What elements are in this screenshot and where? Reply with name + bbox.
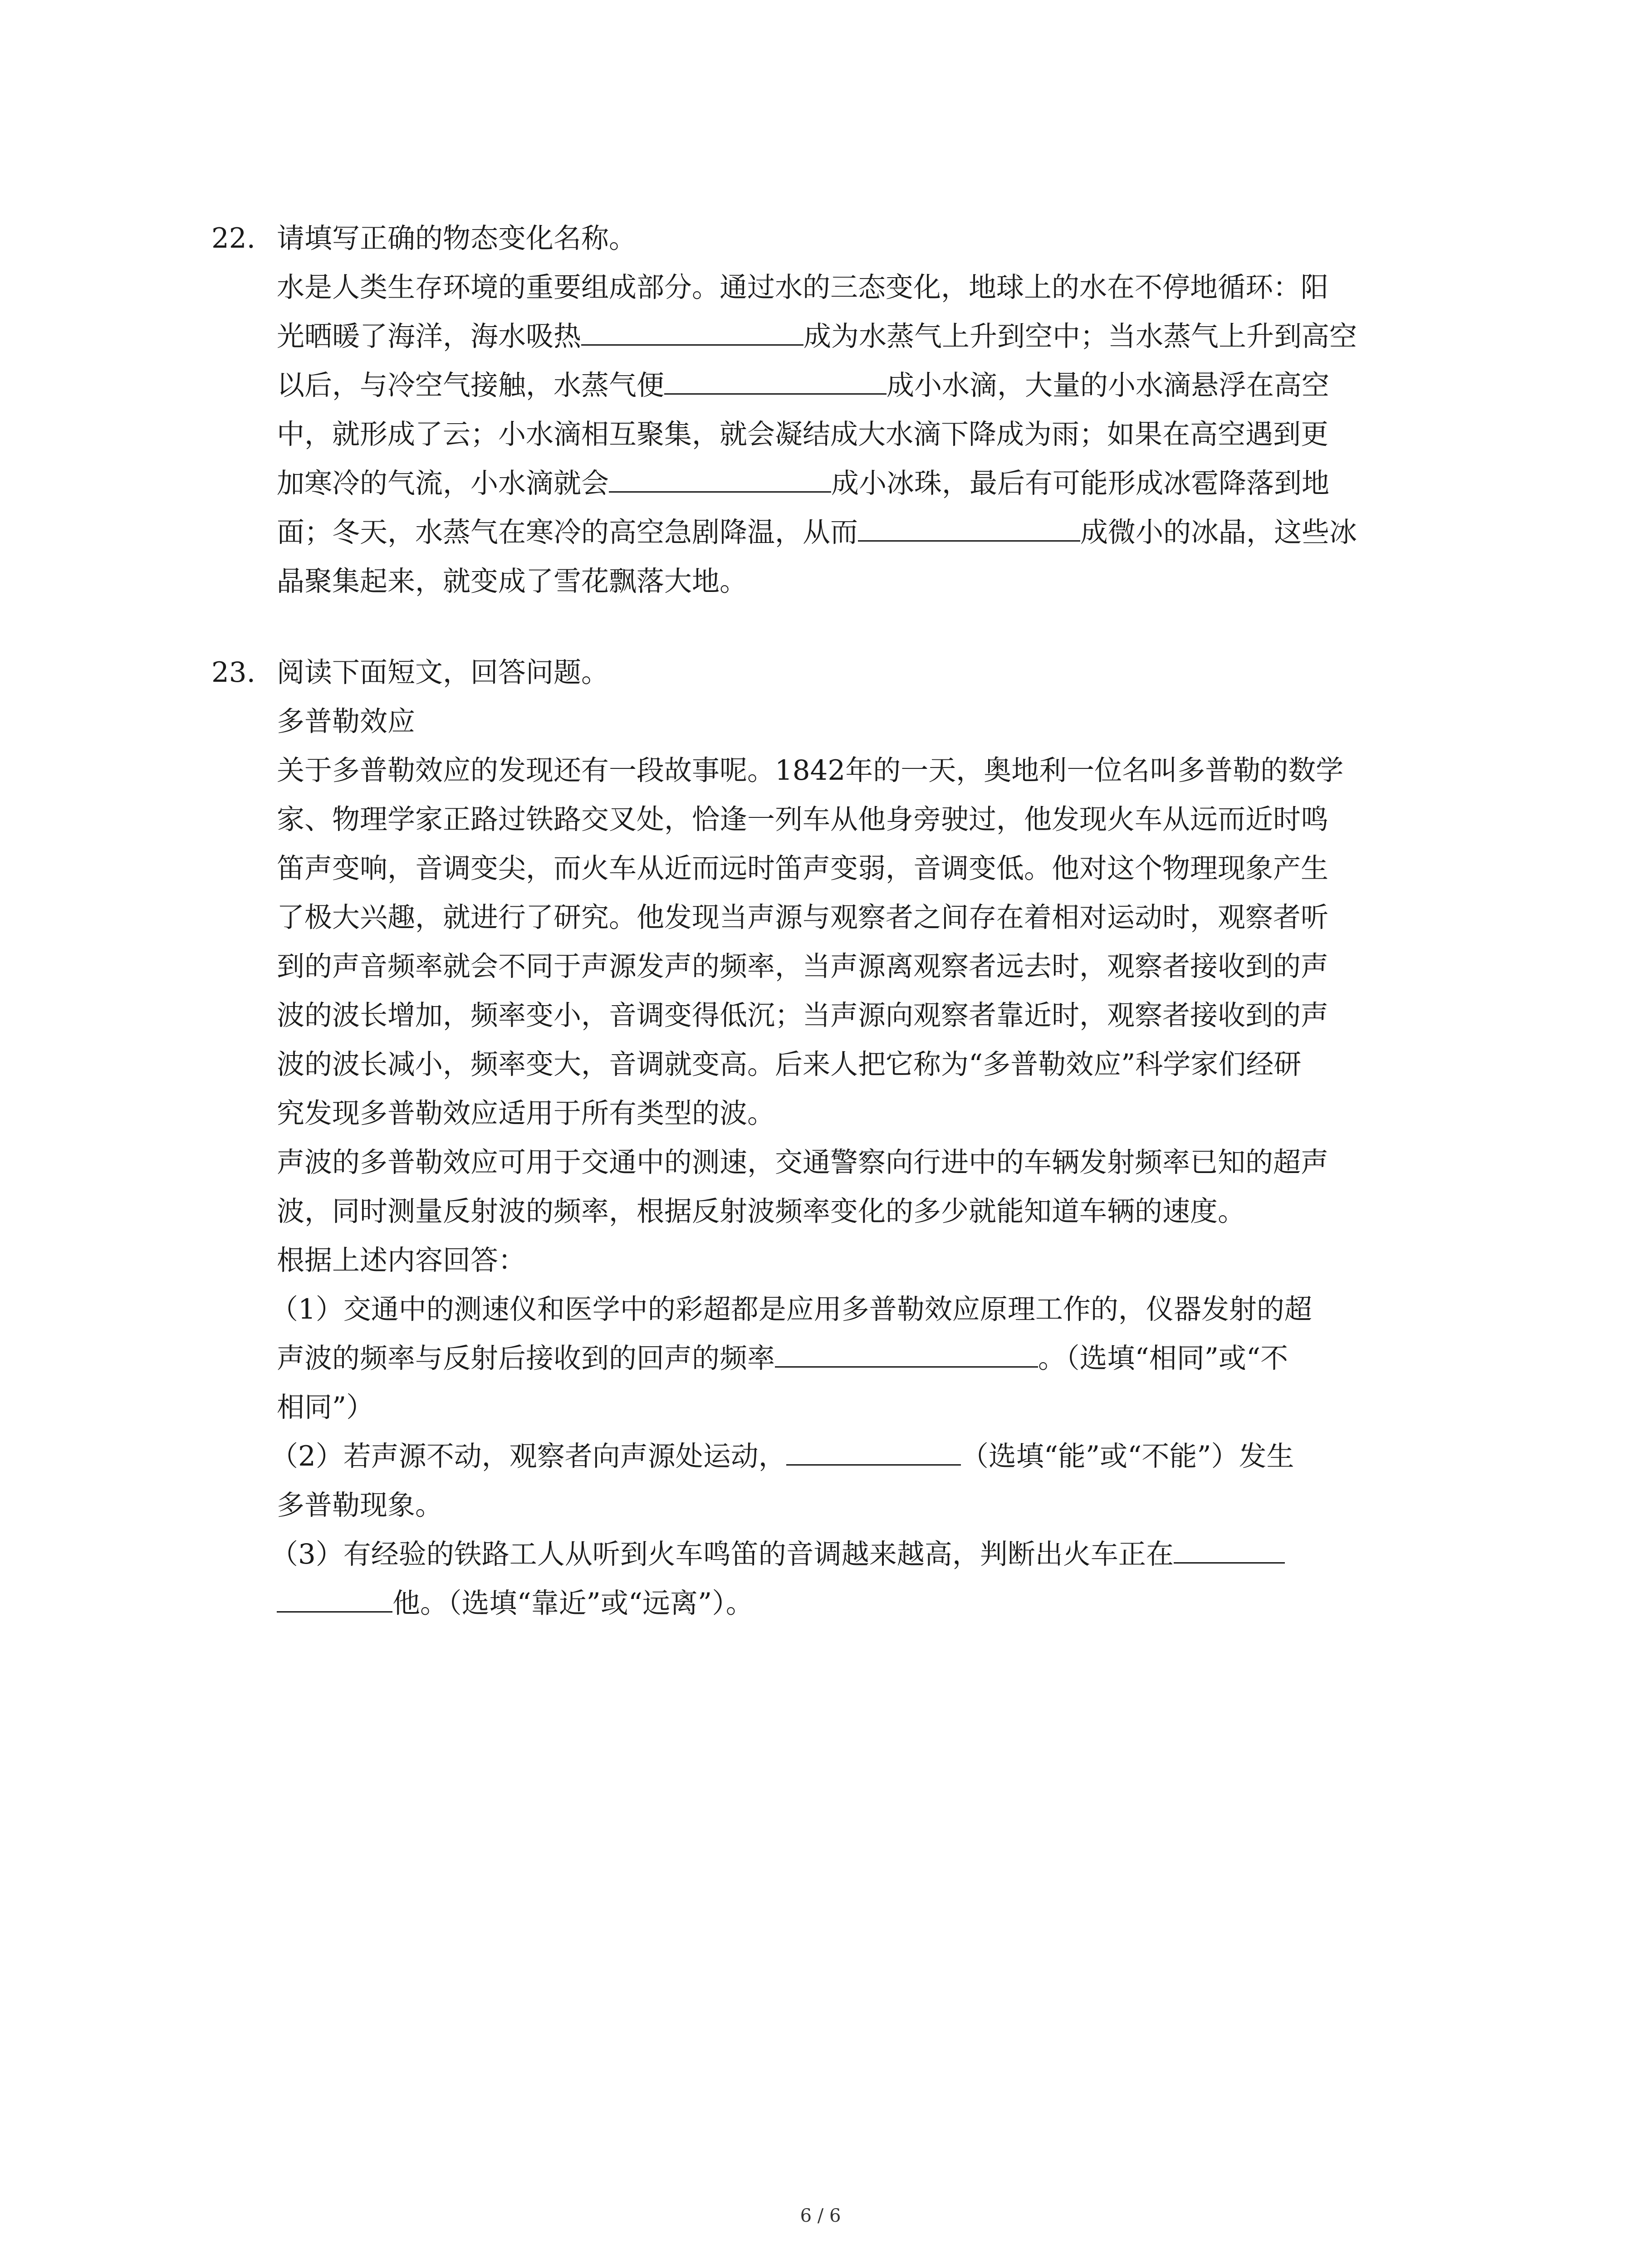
question-22-number: 22. xyxy=(211,222,256,254)
question-23-number: 23. xyxy=(211,656,256,689)
q22-line-7: 晶聚集起来，就变成了雪花飘落大地。 xyxy=(277,565,748,597)
passage-line-8: 究发现多普勒效应适用于所有类型的波。 xyxy=(277,1097,775,1129)
q22-blank-3[interactable] xyxy=(609,461,831,493)
subquestion-1-line-3: 相同”） xyxy=(277,1391,374,1423)
subquestion-1-text-b: 。（选填“相同”或“不 xyxy=(1038,1342,1288,1374)
page-number: 6 / 6 xyxy=(800,2205,841,2226)
passage-line-3: 笛声变响，音调变尖，而火车从近而远时笛声变弱，音调变低。他对这个物理现象产生 xyxy=(277,852,1329,885)
question-23-prompt: 阅读下面短文，回答问题。 xyxy=(277,656,609,689)
q22-line-3-text-a: 以后，与冷空气接触，水蒸气便 xyxy=(277,369,665,401)
q22-blank-1[interactable] xyxy=(581,314,803,346)
q22-line-2-text-a: 光晒暖了海洋，海水吸热 xyxy=(277,320,582,352)
passage-line-7: 波的波长减小，频率变大，音调就变高。后来人把它称为“多普勒效应”科学家们经研 xyxy=(277,1048,1302,1080)
subquestion-2-line-1 xyxy=(270,1432,1294,1481)
q22-line-6-text-b: 成微小的冰晶，这些冰 xyxy=(1080,516,1357,548)
q22-line-1: 水是人类生存环境的重要组成部分。通过水的三态变化，地球上的水在不停地循环：阳 xyxy=(277,271,1329,303)
passage-line-10: 波，同时测量反射波的频率，根据反射波频率变化的多少就能知道车辆的速度。 xyxy=(277,1195,1246,1227)
passage-line-2: 家、物理学家正路过铁路交叉处，恰逢一列车从他身旁驶过，他发现火车从远而近时鸣 xyxy=(277,803,1329,836)
passage-line-4: 了极大兴趣，就进行了研究。他发现当声源与观察者之间存在着相对运动时，观察者听 xyxy=(277,901,1329,934)
question-22-prompt: 请填写正确的物态变化名称。 xyxy=(277,222,637,254)
subquestion-2-line-2: 多普勒现象。 xyxy=(277,1489,443,1521)
passage-line-9: 声波的多普勒效应可用于交通中的测速，交通警察向行进中的车辆发射频率已知的超声 xyxy=(277,1146,1329,1178)
subquestion-2-blank[interactable] xyxy=(786,1434,961,1466)
subquestion-3-line-2 xyxy=(277,1579,754,1628)
q22-line-5-text-b: 成小冰珠，最后有可能形成冰雹降落到地 xyxy=(831,467,1330,499)
subquestion-3-blank-part-2[interactable] xyxy=(277,1581,392,1613)
passage-line-5: 到的声音频率就会不同于声源发声的频率，当声源离观察者远去时，观察者接收到的声 xyxy=(277,950,1329,982)
passage-title: 多普勒效应 xyxy=(277,705,416,738)
subquestion-3-text-b: 他。（选填“靠近”或“远离”）。 xyxy=(392,1587,754,1619)
subquestion-1-line-1: （1）交通中的测速仪和医学中的彩超都是应用多普勒效应原理工作的，仪器发射的超 xyxy=(270,1293,1312,1325)
passage-line-1: 关于多普勒效应的发现还有一段故事呢。1842年的一天，奥地利一位名叫多普勒的数学 xyxy=(277,754,1344,787)
subquestion-2-text-a: （2）若声源不动，观察者向声源处运动， xyxy=(270,1440,786,1472)
q22-line-5-text-a: 加寒冷的气流，小水滴就会 xyxy=(277,467,609,499)
subquestion-3-line-1 xyxy=(270,1530,1285,1579)
q22-line-3-text-b: 成小水滴，大量的小水滴悬浮在高空 xyxy=(887,369,1330,401)
subquestion-1-text-a: 声波的频率与反射后接收到的回声的频率 xyxy=(277,1342,775,1374)
q22-line-2-text-b: 成为水蒸气上升到空中；当水蒸气上升到高空 xyxy=(803,320,1357,352)
subquestion-1-line-2 xyxy=(277,1334,1288,1383)
subquestion-1-blank[interactable] xyxy=(775,1336,1038,1368)
q22-line-5 xyxy=(277,459,1329,508)
q22-blank-4[interactable] xyxy=(858,510,1080,542)
answer-instruction: 根据上述内容回答： xyxy=(277,1244,526,1276)
subquestion-2-text-b: （选填“能”或“不能”）发生 xyxy=(960,1440,1294,1472)
passage-line-6: 波的波长增加，频率变小，音调变得低沉；当声源向观察者靠近时，观察者接收到的声 xyxy=(277,999,1329,1031)
q22-line-6 xyxy=(277,508,1357,557)
q22-line-2 xyxy=(277,312,1357,361)
q22-line-3 xyxy=(277,361,1329,410)
q22-blank-2[interactable] xyxy=(664,363,887,395)
q22-line-6-text-a: 面；冬天，水蒸气在寒冷的高空急剧降温，从而 xyxy=(277,516,858,548)
subquestion-3-blank-part-1[interactable] xyxy=(1174,1532,1285,1564)
subquestion-3-text-a: （3）有经验的铁路工人从听到火车鸣笛的音调越来越高，判断出火车正在 xyxy=(270,1538,1174,1570)
q22-line-4: 中，就形成了云；小水滴相互聚集，就会凝结成大水滴下降成为雨；如果在高空遇到更 xyxy=(277,418,1329,450)
